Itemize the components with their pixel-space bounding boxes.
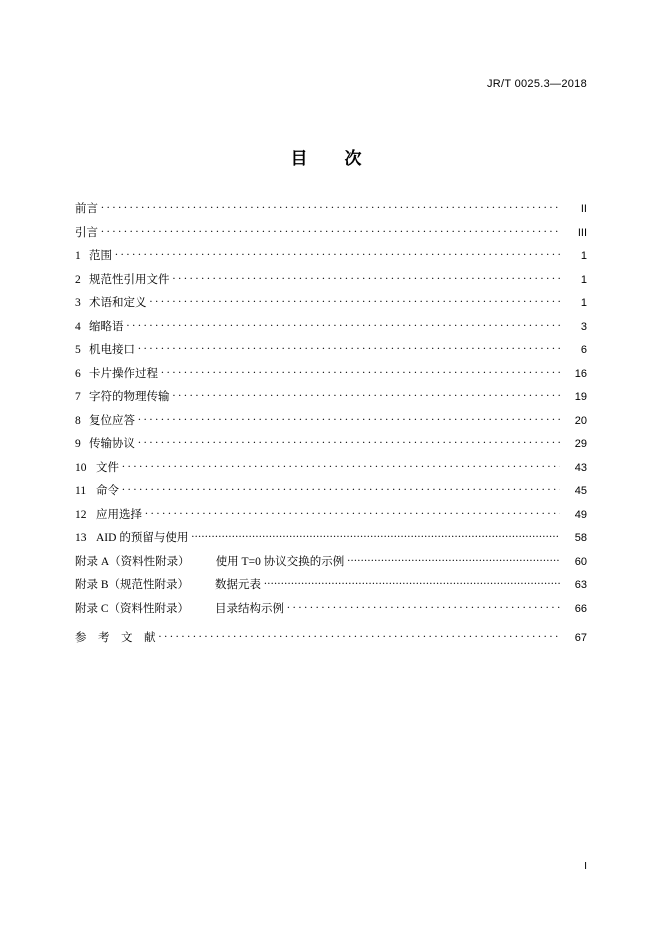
toc-entry[interactable] [75,410,587,434]
toc-entry-page: 3 [580,320,587,333]
toc-references-entry[interactable] [75,627,587,651]
table-of-contents [75,198,587,651]
toc-entry-number: 11 [75,485,87,497]
toc-leader-dots [127,316,561,330]
toc-leader-dots [347,551,560,565]
toc-entry-label: 缩略语 [89,320,124,333]
standard-code-header: JR/T 0025.3—2018 [487,78,587,90]
toc-leader-dots [115,245,560,259]
toc-entry-label: 字符的物理传输 [89,391,170,403]
toc-leader-dots [101,198,560,212]
toc-entry-page: 67 [574,632,587,644]
toc-entry-label: 范围 [89,250,112,262]
toc-entry-number: 13 [75,532,87,544]
toc-entry-page: 66 [574,602,587,615]
toc-entry-label: 引言 [75,226,98,239]
toc-entry[interactable] [75,245,587,269]
toc-entry-page: 45 [574,485,587,497]
toc-leader-dots [138,339,560,353]
toc-entry-page: 19 [574,391,587,403]
toc-entry[interactable] [75,198,587,222]
toc-entry[interactable] [75,222,587,246]
toc-entry-number: 3 [75,297,81,309]
toc-entry[interactable] [75,480,587,504]
toc-entry[interactable] [75,504,587,528]
toc-leader-dots [101,222,560,236]
toc-annex-title: 使用 T=0 协议交换的示例 [215,555,345,568]
toc-entry[interactable] [75,363,587,387]
toc-entry[interactable] [75,527,587,551]
page-title: 目 次 [290,149,372,169]
toc-entry-number: 9 [75,438,81,450]
toc-annex-label: 附录 C（资料性附录） [75,602,190,615]
toc-annex-entry[interactable] [75,574,587,598]
toc-entry-label: 应用选择 [96,508,142,521]
toc-entry-number: 6 [75,367,81,380]
footer-page-number: I [584,860,587,872]
toc-leader-dots [138,410,560,424]
toc-leader-dots [161,363,560,377]
toc-entry-number: 10 [75,461,87,474]
toc-annex-title: 目录结构示例 [215,602,285,615]
toc-annex-label: 附录 A（资料性附录） [75,555,190,568]
toc-entry-page: 63 [574,579,587,591]
toc-leader-dots [138,433,560,447]
toc-entry-label: 传输协议 [89,438,135,450]
toc-leader-dots [159,627,561,641]
toc-entry[interactable] [75,316,587,340]
toc-entry[interactable] [75,292,587,316]
toc-entry[interactable] [75,269,587,293]
toc-annex-entry[interactable] [75,551,587,575]
toc-leader-dots [150,292,561,306]
toc-references-label: 参 考 文 献 [75,632,156,644]
toc-entry[interactable] [75,386,587,410]
toc-entry-number: 1 [75,250,81,262]
toc-entry[interactable] [75,433,587,457]
toc-entry-label: 复位应答 [89,414,135,427]
toc-entry-label: 命令 [96,485,119,497]
toc-entry-page: 1 [580,297,587,309]
toc-leader-dots [173,386,561,400]
toc-entry-label: 术语和定义 [89,297,147,309]
toc-entry-number: 2 [75,273,81,286]
toc-annex-entry[interactable] [75,598,587,622]
toc-entry[interactable] [75,457,587,481]
toc-entry[interactable] [75,339,587,363]
toc-entry-page: 1 [580,273,587,286]
toc-leader-dots [264,574,560,588]
toc-entry-page: 60 [574,555,587,568]
toc-entry-page: II [580,203,587,215]
toc-entry-page: 20 [574,414,587,427]
toc-entry-label: 文件 [96,461,119,474]
toc-leader-dots [191,527,560,541]
toc-entry-page: 49 [574,508,587,521]
toc-entry-number: 4 [75,320,81,333]
toc-entry-page: 1 [580,250,587,262]
toc-entry-number: 12 [75,508,87,521]
toc-leader-dots [173,269,561,283]
toc-entry-page: 43 [574,461,587,474]
toc-entry-label: 卡片操作过程 [89,367,158,380]
toc-entry-page: 29 [574,438,587,450]
toc-entry-page: 16 [574,367,587,380]
toc-entry-page: 58 [574,532,587,544]
toc-entry-label: 机电接口 [89,344,135,356]
toc-leader-dots [122,457,560,471]
toc-entry-label: 规范性引用文件 [89,273,170,286]
toc-leader-dots [287,598,560,612]
toc-entry-page: 6 [580,344,587,356]
toc-entry-page: III [577,226,587,239]
toc-leader-dots [122,480,560,494]
toc-annex-label: 附录 B（规范性附录） [75,579,190,591]
toc-entry-number: 8 [75,414,81,427]
toc-annex-title: 数据元表 [215,579,262,591]
toc-entry-label: 前言 [75,203,98,215]
toc-leader-dots [145,504,560,518]
toc-entry-number: 7 [75,391,81,403]
toc-entry-label: AID 的预留与使用 [96,532,189,544]
toc-entry-number: 5 [75,344,81,356]
